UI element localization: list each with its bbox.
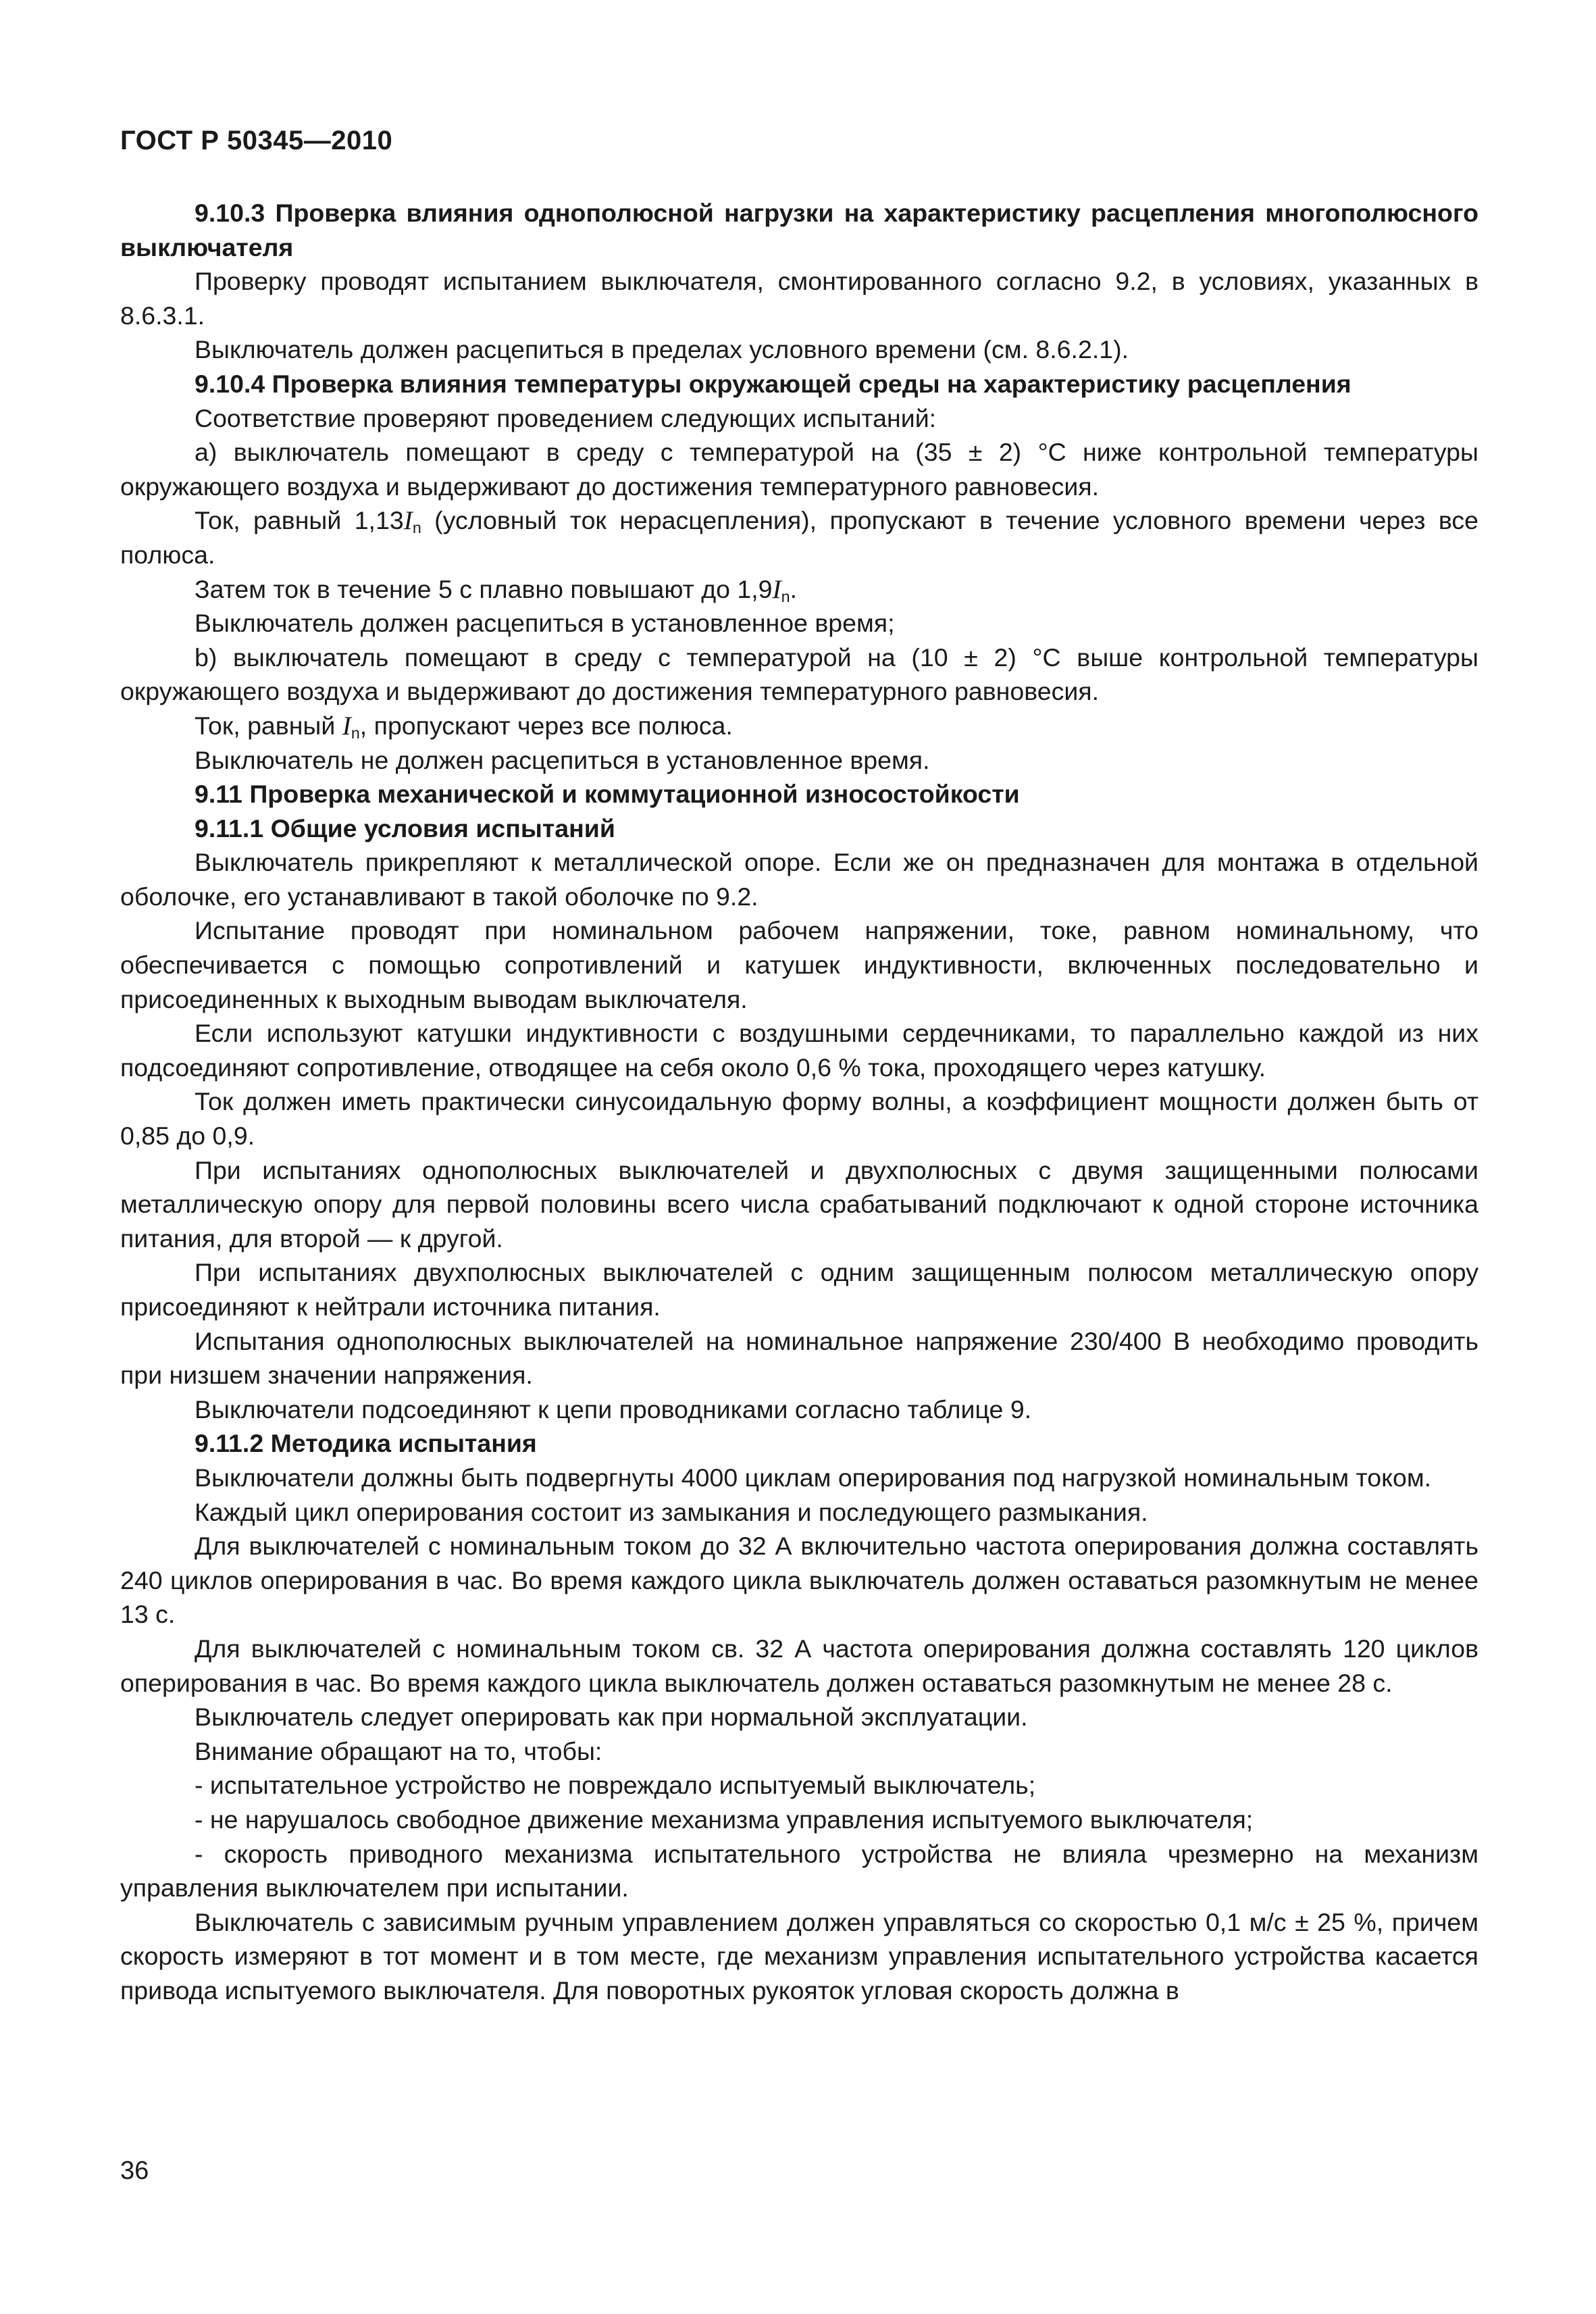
text-fragment: Ток, равный [195,711,342,740]
list-item-dash: - скорость приводного механизма испытательного устройства не влияла чрезмерно на механизм управления выключателем при испытании. [120,1839,1478,1903]
paragraph: Выключатели должны быть подвергнуты 4000 циклам оперирования под нагрузкой номинальным током. [195,1463,1432,1492]
section-heading-9-10-3: 9.10.3 Проверка влияния однополюсной нагрузки на характеристику расцепления многополюсного выключателя [120,199,1478,261]
list-item-dash: - не нарушалось свободное движение механизма управления испытуемого выключателя; [195,1805,1254,1834]
paragraph-current-1-9-in [120,572,1478,607]
text-fragment: Ток, равный 1,13 [195,506,404,535]
variable-i: I [403,505,413,536]
variable-i: I [342,710,351,740]
subscript-n: n [412,519,421,537]
subscript-n: n [351,724,360,742]
list-item-a: a) выключатель помещают в среду с температурой на (35 ± 2) °C ниже контрольной температуры окружающего воздуха и выдерживают до достижения температурного равновесия. [120,438,1478,501]
paragraph-current-in [120,709,1478,743]
paragraph: Для выключателей с номинальным током св. 32 А частота оперирования должна составлять 120 циклов оперирования в час. Во время каждого цикла выключатель должен оставаться разомкнутым не менее 28 с. [120,1634,1478,1697]
paragraph: Испытания однополюсных выключателей на номинальное напряжение 230/400 В необходимо проводить при низшем значении напряжения. [120,1326,1478,1390]
paragraph: Ток должен иметь практически синусоидальную форму волны, а коэффициент мощности должен быть от 0,85 до 0,9. [120,1087,1478,1151]
paragraph: Выключатель должен расцепиться в пределах условного времени (см. 8.6.2.1). [195,335,1129,364]
list-item-b: b) выключатель помещают в среду с температурой на (10 ± 2) °C выше контрольной температуры окружающего воздуха и выдерживают до достижения температурного равновесия. [120,643,1478,706]
paragraph: Проверку проводят испытанием выключателя, смонтированного согласно 9.2, в условиях, указанных в 8.6.3.1. [120,267,1478,330]
paragraph: Выключатель прикрепляют к металлической опоре. Если же он предназначен для монтажа в отдельной оболочке, его устанавливают в такой оболочке по 9.2. [120,848,1478,911]
text-fragment: Затем ток в течение 5 с плавно повышают до 1,9 [195,574,773,603]
paragraph: Для выключателей с номинальным током до 32 А включительно частота оперирования должна составлять 240 циклов оперирования в час. Во время каждого цикла выключатель должен оставаться разомкнутым не менее 13 с. [120,1532,1478,1629]
paragraph: Внимание обращают на то, чтобы: [195,1736,602,1765]
paragraph: Выключатель должен расцепиться в установленное время; [195,609,895,638]
text-fragment: (условный ток нерасцепления), пропускают в течение условного времени через все полюса. [120,506,1478,569]
paragraph: Выключатели подсоединяют к цепи проводниками согласно таблице 9. [195,1394,1032,1424]
section-heading-9-10-4: 9.10.4 Проверка влияния температуры окружающей среды на характеристику расцепления [195,369,1352,398]
paragraph: Испытание проводят при номинальном рабочем напряжении, токе, равном номинальному, что обеспечивается с помощью сопротивлений и катушек индуктивности, включенных последовательно и присоединенных к выходным выводам выключателя. [120,916,1478,1013]
section-heading-9-11: 9.11 Проверка механической и коммутационной износостойкости [195,780,1020,809]
paragraph: Выключатель следует оперировать как при нормальной эксплуатации. [195,1703,1028,1732]
page-number: 36 [120,2157,149,2185]
paragraph: При испытаниях двухполюсных выключателей с одним защищенным полюсом металлическую опору присоединяют к нейтрали источника питания. [120,1258,1478,1321]
subscript-n: n [781,587,790,605]
document-body [120,196,1478,2007]
text-fragment: . [790,574,797,603]
paragraph: Выключатель не должен расцепиться в установленное время. [195,745,930,774]
paragraph: Выключатель с зависимым ручным управлением должен управляться со скоростью 0,1 м/с ± 25 %, причем скорость измеряют в тот момент и в том месте, где механизм управления испытательного устройства касается привода испытуемого выключателя. Для поворотных рукояток угловая скорость должна в [120,1907,1478,2005]
paragraph: Каждый цикл оперирования состоит из замыкания и последующего размыкания. [195,1497,1148,1526]
paragraph: Если используют катушки индуктивности с воздушными сердечниками, то параллельно каждой из них подсоединяют сопротивление, отводящее на себя около 0,6 % тока, проходящего через катушку. [120,1019,1478,1082]
paragraph: При испытаниях однополюсных выключателей и двухполюсных с двумя защищенными полюсами металлическую опору для первой половины всего числа срабатываний подключают к одной стороне источника питания, для второй — к другой. [120,1155,1478,1253]
paragraph: Соответствие проверяют проведением следующих испытаний: [195,403,937,432]
text-fragment: , пропускают через все полюса. [359,711,733,740]
document-header: ГОСТ Р 50345—2010 [120,126,393,155]
paragraph-current-1-13-in [120,503,1478,572]
section-heading-9-11-1: 9.11.1 Общие условия испытаний [195,813,615,842]
section-heading-9-11-2: 9.11.2 Методика испытания [195,1429,537,1458]
variable-i: I [772,574,781,604]
list-item-dash: - испытательное устройство не повреждало испытуемый выключатель; [195,1771,1036,1800]
